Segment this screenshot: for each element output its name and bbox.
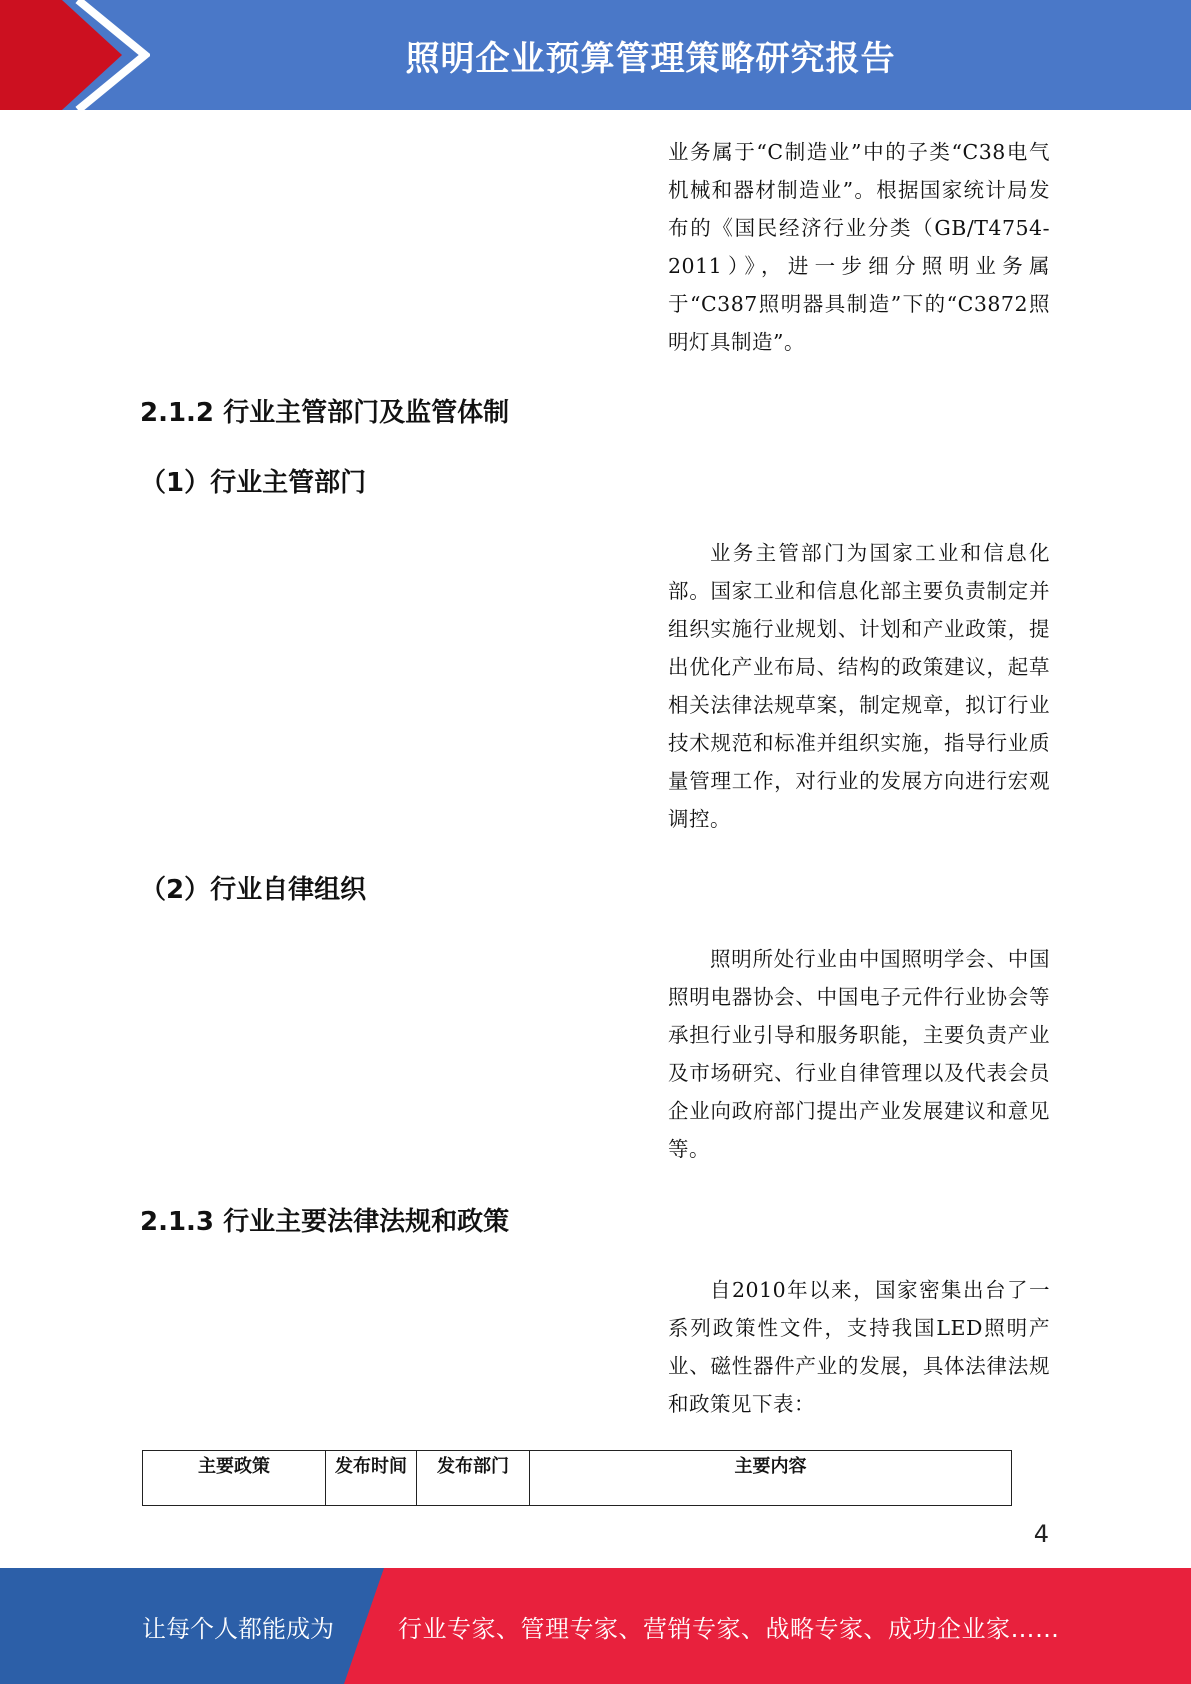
policy-intro-paragraph: 自2010年以来，国家密集出台了一系列政策性文件，支持我国LED照明产业、磁性器件产业的发展，具体法律法规和政策见下表： bbox=[668, 1278, 1050, 1416]
column-header-date: 发布时间 bbox=[326, 1451, 417, 1506]
footer-slogan-right: 行业专家、管理专家、营销专家、战略专家、成功企业家…… bbox=[398, 1614, 1060, 1643]
intro-paragraph: 业务属于“C制造业”中的子类“C38电气机械和器材制造业”。根据国家统计局发布的《国民经济行业分类（GB/T4754-2011）》，进一步细分照明业务属于“C387照明器具制造”下的“C3872照明灯具制造”。 bbox=[668, 140, 1050, 354]
section-heading-2-1-2: 2.1.2 行业主管部门及监管体制 bbox=[140, 398, 510, 428]
header-bar bbox=[0, 0, 1191, 110]
section-heading-2-1-3: 2.1.3 行业主要法律法规和政策 bbox=[140, 1207, 510, 1237]
column-header-content: 主要内容 bbox=[530, 1451, 1012, 1506]
footer-slogan-left: 让每个人都能成为 bbox=[142, 1614, 334, 1643]
subheading-self-regulation: （2）行业自律组织 bbox=[140, 875, 367, 905]
self-regulation-paragraph: 照明所处行业由中国照明学会、中国照明电器协会、中国电子元件行业协会等承担行业引导和服务职能，主要负责产业及市场研究、行业自律管理以及代表会员企业向政府部门提出产业发展建议和意见等。 bbox=[668, 947, 1050, 1161]
page-number: 4 bbox=[1033, 1520, 1049, 1548]
column-header-policy: 主要政策 bbox=[143, 1451, 326, 1506]
subheading-authority: （1）行业主管部门 bbox=[140, 468, 367, 498]
footer-banner bbox=[0, 1568, 1191, 1684]
policy-table bbox=[142, 1450, 1012, 1506]
authority-paragraph: 业务主管部门为国家工业和信息化部。国家工业和信息化部主要负责制定并组织实施行业规划、计划和产业政策，提出优化产业布局、结构的政策建议，起草相关法律法规草案，制定规章，拟订行业技术规范和标准并组织实施，指导行业质量管理工作，对行业的发展方向进行宏观调控。 bbox=[668, 541, 1050, 831]
column-header-department: 发布部门 bbox=[417, 1451, 530, 1506]
document-title: 照明企业预算管理策略研究报告 bbox=[405, 38, 896, 79]
table-header-row bbox=[143, 1451, 1012, 1506]
